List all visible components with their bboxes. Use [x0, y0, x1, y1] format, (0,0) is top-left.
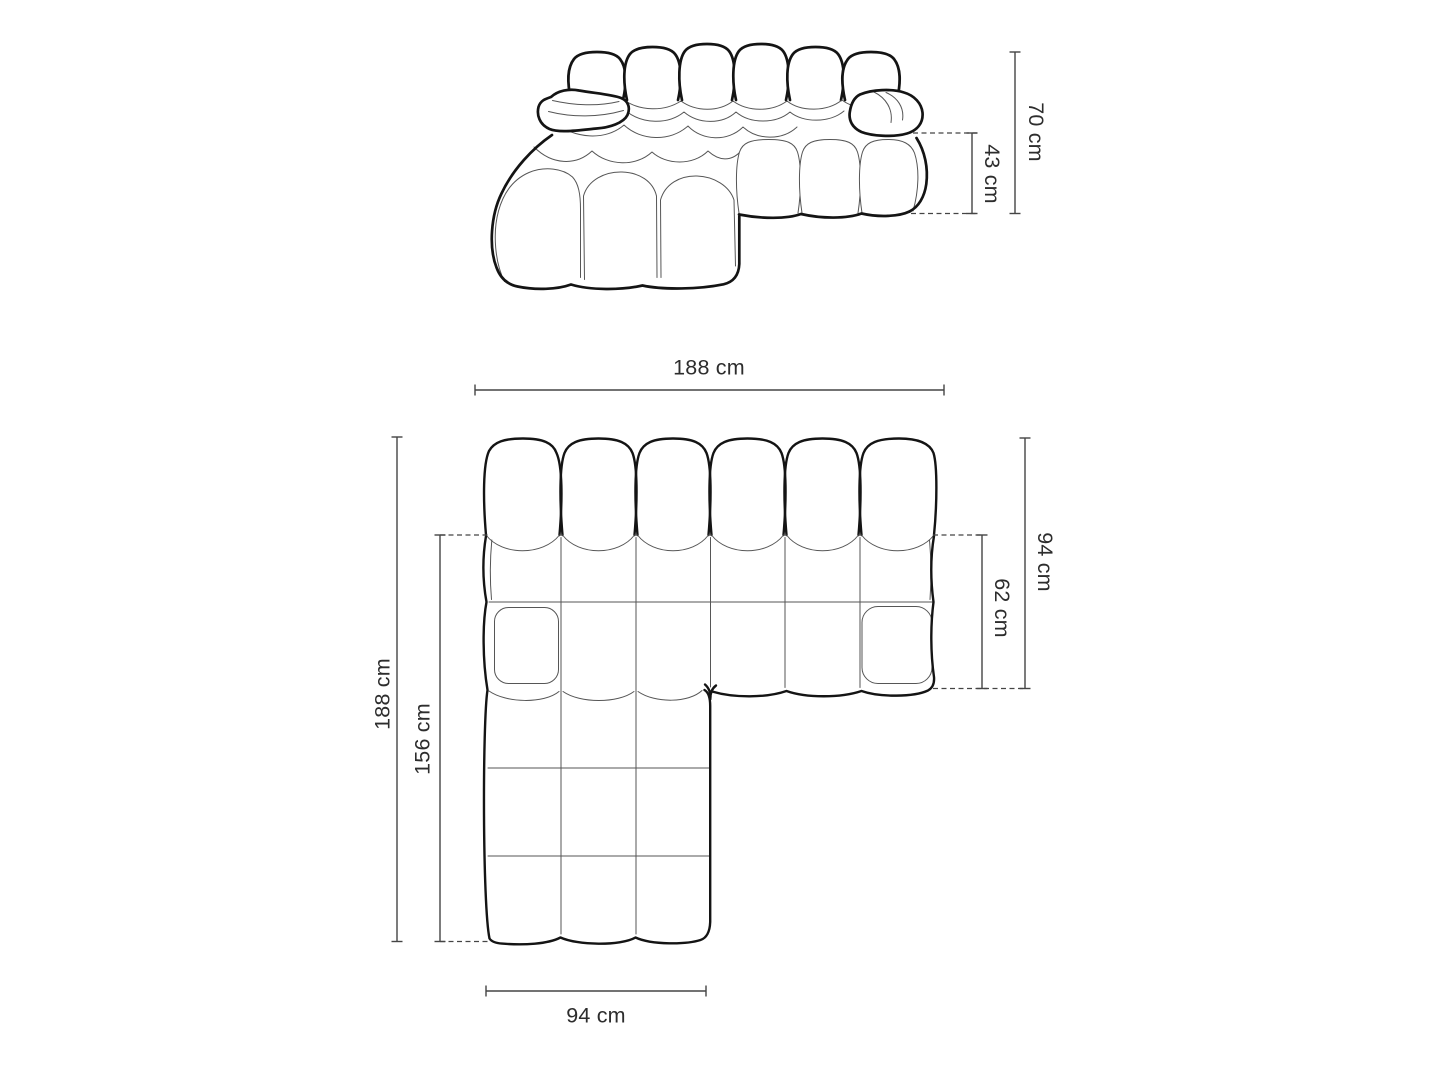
left-armrest	[538, 90, 629, 131]
dimension-label-seat-height: 43 cm	[979, 144, 1004, 204]
dimension-label-overall-width: 188 cm	[673, 355, 745, 380]
front-seat-cushions	[736, 140, 917, 219]
corner-module-seam-left	[495, 608, 559, 684]
plan-outer-contour	[483, 536, 934, 944]
right-armrest	[850, 90, 923, 136]
dimension-label-sofa-depth: 94 cm	[1032, 532, 1057, 592]
dimension-label-back-height: 70 cm	[1023, 102, 1048, 162]
chaise-cushions	[495, 169, 735, 287]
dimension-label-seat-depth: 62 cm	[989, 578, 1014, 638]
dimension-label-chaise-width: 94 cm	[566, 1003, 626, 1028]
backrest-cushions-plan	[484, 439, 936, 551]
dimension-label-chaise-extent: 156 cm	[410, 703, 435, 775]
corner-module-seam-right	[862, 607, 932, 684]
dimension-label-overall-depth: 188 cm	[370, 658, 395, 730]
perspective-dimension-lines	[911, 52, 1021, 214]
perspective-view	[492, 44, 1021, 289]
plan-view	[392, 385, 1031, 997]
